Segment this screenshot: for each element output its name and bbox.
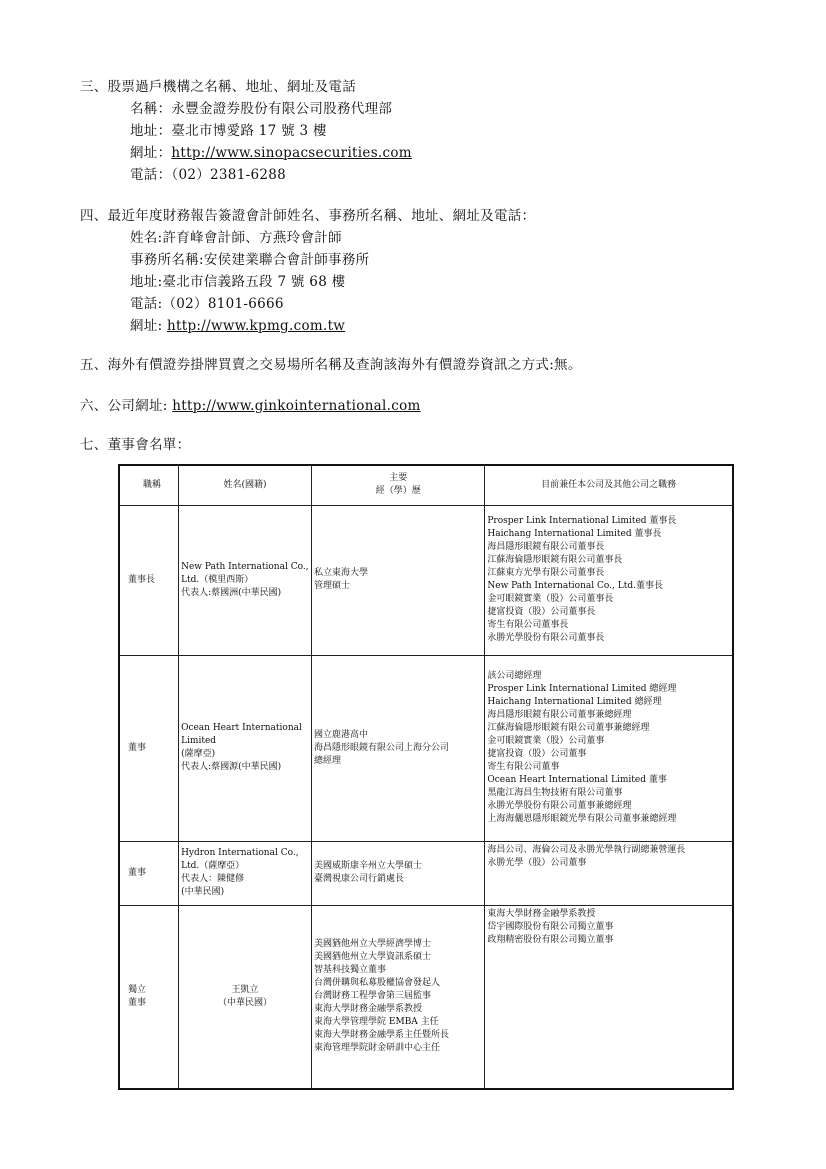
- cell-education-line: 私立東海大學: [314, 568, 369, 578]
- cell-title: [119, 841, 179, 905]
- cell-education-line: 東海大學管理學院 EMBA 主任: [314, 1017, 439, 1028]
- agent-website-link[interactable]: http://www.sinopacsecurities.com: [171, 145, 412, 161]
- cell-name-line: 代表人:蔡國源(中華民國): [181, 762, 282, 772]
- website-label: 網址:: [130, 318, 168, 334]
- cell-name-line: (薩摩亞): [181, 749, 216, 759]
- header-education-line2: 經（學）歷: [375, 486, 421, 497]
- cell-title-line: 董事: [128, 867, 147, 878]
- cell-title-line: 董事: [128, 997, 147, 1008]
- cell-positions-line: 黑龍江海昌生物技術有限公司董事: [487, 788, 623, 798]
- header-education-line1: 主要: [389, 473, 408, 484]
- company-website-link[interactable]: http://www.ginkointernational.com: [172, 398, 421, 414]
- cell-name-line: （中華民國）: [218, 997, 273, 1008]
- cell-name-line: Hydron International Co.,: [181, 848, 299, 858]
- cell-positions-line: 金可眼鏡實業（股）公司董事長: [487, 594, 614, 604]
- cell-positions-line: Prosper Link International Limited 董事長: [487, 516, 677, 526]
- cell-education-line: 東海大學財務金融學系教授: [314, 1004, 423, 1015]
- cell-positions: [485, 505, 733, 655]
- cell-name-line: Ltd.（模里西斯）: [181, 574, 254, 585]
- header-name: 姓名(國籍): [179, 465, 312, 505]
- auditor-website-line: [80, 315, 535, 337]
- cell-title-line: 董事: [128, 742, 147, 753]
- auditor-address: 地址:臺北市信義路五段 7 號 68 樓: [130, 274, 346, 290]
- cell-name-line: 代表人：陳健修: [181, 874, 245, 884]
- agent-phone: 電話：（02）2381-6288: [130, 167, 287, 183]
- cell-positions-line: 寄生有限公司董事: [487, 762, 560, 772]
- cell-positions-line: 寄生有限公司董事長: [487, 620, 569, 630]
- cell-positions-line: Haichang International Limited 總經理: [487, 697, 662, 707]
- cell-education-line: 海昌隱形眼鏡有限公司上海分公司: [314, 742, 450, 753]
- cell-education-line: 美國猶他州立大學經濟學博士: [314, 939, 432, 950]
- cell-education-line: 總經理: [314, 755, 342, 766]
- section-heading: 七、董事會名單：: [80, 437, 191, 453]
- cell-education-line: 美國威斯康辛州立大學碩士: [314, 861, 423, 871]
- cell-education-line: 東海大學財務金融學系主任暨所長: [314, 1030, 450, 1041]
- table-row: [119, 841, 733, 905]
- cell-positions-line: 海昌隱形眼鏡有限公司董事兼總經理: [487, 710, 632, 720]
- table-body: [119, 505, 733, 1089]
- cell-name-line: Ocean Heart International: [181, 723, 302, 733]
- cell-positions-line: 永勝光學股份有限公司董事兼總經理: [487, 801, 632, 811]
- cell-positions-line: Prosper Link International Limited 總經理: [487, 684, 677, 694]
- website-label: 六、公司網址:: [80, 398, 173, 414]
- cell-name-line: Ltd.（薩摩亞）: [181, 861, 245, 871]
- cell-positions: [485, 655, 733, 841]
- auditor-names: 姓名:許育峰會計師、方燕玲會計師: [130, 230, 342, 246]
- section-board-list: [80, 434, 190, 456]
- cell-positions-line: 金可眼鏡實業（股）公司董事: [487, 736, 605, 746]
- header-education: [312, 465, 485, 505]
- cell-name: [179, 841, 312, 905]
- cell-education: [312, 655, 485, 841]
- cell-positions-line: 江蘇東方光學有限公司董事長: [487, 568, 605, 578]
- cell-education: [312, 905, 485, 1089]
- cell-education-line: 國立鹿港高中: [314, 729, 369, 740]
- cell-positions-line: 江蘇海倫隱形眼鏡有限公司董事兼總經理: [487, 723, 650, 733]
- cell-name-line: 代表人:蔡國洲(中華民國): [181, 587, 282, 598]
- cell-education-line: 東海管理學院財金研訓中心主任: [314, 1043, 441, 1054]
- cell-title: [119, 655, 179, 841]
- table-row: [119, 655, 733, 841]
- cell-education-line: 台灣併購與私募股權協會發起人: [314, 978, 441, 989]
- cell-positions-line: 該公司總經理: [487, 671, 542, 681]
- company-website-line: [80, 395, 421, 417]
- cell-positions-line: 上海海儷恩隱形眼鏡光學有限公司董事兼總經理: [487, 814, 677, 824]
- cell-name-line: New Path International Co.,: [181, 561, 309, 572]
- agent-website-line: [80, 142, 412, 164]
- cell-name-line: Limited: [181, 736, 217, 746]
- cell-name-line: (中華民國): [181, 887, 225, 897]
- table-header-row: [119, 465, 733, 505]
- section-stock-transfer-agent: [80, 76, 412, 186]
- cell-title: [119, 905, 179, 1089]
- cell-positions-line: New Path International Co., Ltd.董事長: [487, 581, 663, 591]
- section-auditors: [80, 205, 535, 337]
- cell-education: [312, 505, 485, 655]
- cell-title-line: 董事長: [128, 574, 156, 585]
- header-title: 職稱: [119, 465, 179, 505]
- cell-positions-line: 海昌公司、海倫公司及永勝光學執行副總兼營運長: [487, 844, 686, 855]
- agent-name: 名稱：永豐金證券股份有限公司股務代理部: [130, 101, 393, 117]
- cell-education-line: 臺灣視康公司行銷處長: [314, 874, 405, 884]
- table-row: [119, 505, 733, 655]
- cell-positions-line: Haichang International Limited 董事長: [487, 529, 662, 539]
- auditor-phone: 電話:（02）8101-6666: [130, 296, 284, 312]
- cell-positions-line: 永勝光學股份有限公司董事長: [487, 633, 605, 643]
- section-overseas-securities: [80, 354, 582, 376]
- cell-name: [179, 505, 312, 655]
- cell-positions-line: 岱宇國際股份有限公司獨立董事: [487, 921, 614, 932]
- section-heading: 四、最近年度財務報告簽證會計師姓名、事務所名稱、地址、網址及電話：: [80, 208, 536, 224]
- cell-positions-line: 政翔精密股份有限公司獨立董事: [487, 934, 614, 945]
- cell-title-line: 獨立: [128, 984, 147, 995]
- auditor-website-link[interactable]: http://www.kpmg.com.tw: [167, 318, 346, 334]
- cell-positions-line: 東海大學財務金融學系教授: [487, 908, 596, 919]
- cell-education-line: 台灣財務工程學會第三屆監事: [314, 991, 432, 1002]
- section-company-website: [80, 395, 421, 417]
- cell-positions: [485, 905, 733, 1089]
- cell-positions-line: 海昌隱形眼鏡有限公司董事長: [487, 542, 605, 552]
- cell-positions-line: 永勝光學（股）公司董事: [487, 857, 587, 868]
- auditor-firm: 事務所名稱:安侯建業聯合會計師事務所: [130, 252, 370, 268]
- cell-education-line: 管理碩士: [314, 581, 351, 591]
- cell-positions-line: 捷富投資（股）公司董事長: [487, 607, 596, 617]
- header-positions: 目前兼任本公司及其他公司之職務: [485, 465, 733, 505]
- cell-positions-line: 江蘇海倫隱形眼鏡有限公司董事長: [487, 555, 623, 565]
- cell-positions-line: Ocean Heart International Limited 董事: [487, 775, 667, 785]
- cell-positions-line: 捷富投資（股）公司董事: [487, 749, 587, 759]
- cell-name-line: 王凱立: [231, 984, 259, 995]
- cell-education-line: 美國猶他州立大學資訊系碩士: [314, 952, 432, 963]
- cell-positions: [485, 841, 733, 905]
- section-heading: 三、股票過戶機構之名稱、地址、網址及電話: [80, 79, 356, 95]
- overseas-securities-text: 五、海外有價證券掛牌買賣之交易場所名稱及查詢該海外有價證券資訊之方式:無。: [80, 357, 582, 373]
- table-row: [119, 905, 733, 1089]
- agent-address: 地址：臺北市博愛路 17 號 3 樓: [130, 123, 327, 139]
- cell-education-line: 智基科技獨立董事: [314, 965, 387, 976]
- website-label: 網址：: [130, 145, 172, 161]
- cell-title: [119, 505, 179, 655]
- board-of-directors-table: [118, 464, 734, 1090]
- cell-education: [312, 841, 485, 905]
- cell-name: [179, 655, 312, 841]
- cell-name: [179, 905, 312, 1089]
